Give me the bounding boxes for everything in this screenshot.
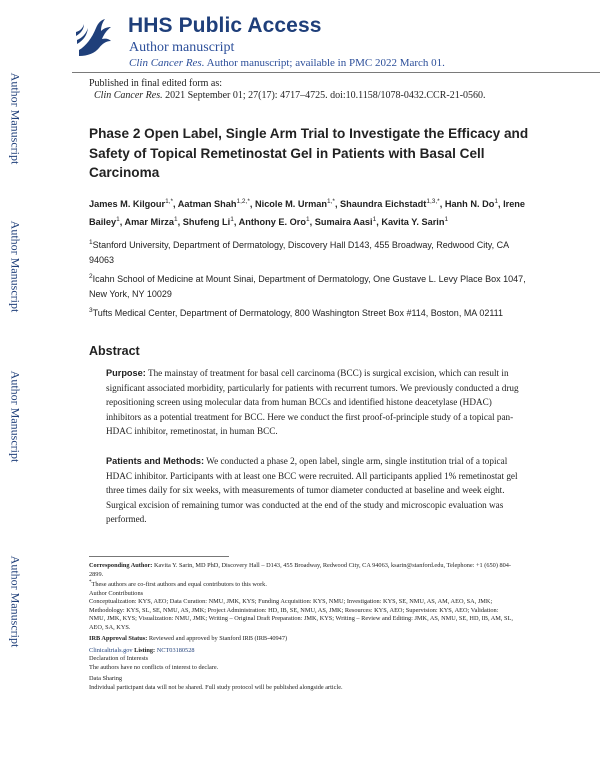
hhs-public-access-title: HHS Public Access — [128, 14, 322, 37]
author: Hanh N. Do$^1$, — [444, 198, 504, 210]
author-list — [89, 194, 529, 230]
hhs-eagle-logo-icon — [74, 16, 114, 60]
affiliation: $^2$Icahn School of Medicine at Mount Sinai, Department of Dermatology, One Gustave L. Levy Place Box 1047, New York, NY 10029 — [89, 273, 526, 299]
co-first-author-note: *These authors are co-first authors and equal contributors to this work. — [89, 580, 267, 589]
abstract-methods: Patients and Methods: We conducted a phase 2, open label, single arm, single institution trial of a topical HDAC inhibitor. Participants with at least one BCC were recruited. All participants applied 1% remetinostat gel three times daily for six weeks, with measurements of tumor diameter conducted at baseline and week eight. Surgical excision of remaining tumor was conducted at the end of the study and microscopic evaluation was performed. — [106, 456, 518, 525]
article-title: Phase 2 Open Label, Single Arm Trial to Investigate the Efficacy and Safety of Topical Remetinostat Gel in Patients with Basal Cell Carcinoma — [89, 126, 529, 180]
side-label-author-manuscript: Author Manuscript — [8, 555, 23, 647]
side-label-author-manuscript: Author Manuscript — [8, 220, 23, 312]
citation-journal: Clin Cancer Res. — [129, 57, 205, 69]
author: Amar Mirza$^1$, — [124, 216, 183, 228]
author: Anthony E. Oro$^1$, — [238, 216, 315, 228]
author: Irene Bailey$^1$, — [89, 199, 526, 228]
affiliation: $^3$Tufts Medical Center, Department of Dermatology, 800 Washington Street Box #114, Boston, MA 02111 — [89, 307, 504, 318]
publication-details: 2021 September 01; 27(17): 4717–4725. doi:10.1158/1078-0432.CCR-21-0560. — [165, 90, 486, 101]
contributions-text: Conceptualization: KYS, AEO; Data Curation: NMU, JMK, KYS; Funding Acquisition: KYS, NMU; Investigation: KYS, SE, NMU, AS, AM, AEO, SA, JMK; Methodology: KYS, SL, SE, NMU, AS, JMK; Project Administration: HD, IB, SE, NMU, AS, JMK; Resources: KYS, AEO; Supervision: KYS, AEO; Validation: NMU, JMK, KYS; Visualization: NMU, JMK; Writing – Original Draft Preparation: JMK, KYS; Writing – Review and Editing: JMK, AS, NMU, SE, HD, IB, AM, SL, AEO, SA, KYS. — [89, 598, 513, 631]
side-label-author-manuscript: Author Manuscript — [8, 370, 23, 462]
interests-text: The authors have no conflicts of interest to declare. — [89, 663, 219, 671]
purpose-label: Purpose: — [106, 368, 146, 378]
publication-journal: Clin Cancer Res. — [94, 90, 163, 101]
data-sharing-heading: Data Sharing — [89, 675, 123, 683]
publication-citation — [94, 89, 486, 103]
author: Sumaira Aasi$^1$, — [314, 216, 382, 228]
side-label-author-manuscript: Author Manuscript — [8, 72, 23, 164]
footnotes — [89, 562, 514, 692]
abstract-heading: Abstract — [89, 344, 140, 358]
data-sharing-text: Individual participant data will not be shared. Full study protocol will be published alongside article. — [89, 683, 343, 691]
trial-listing: Clinicaltrials.gov Listing: NCT03180528 — [89, 646, 195, 654]
manuscript-citation — [129, 56, 445, 70]
author: James M. Kilgour$^{1,*}$, — [89, 198, 178, 210]
trial-id-link[interactable]: NCT03180528 — [156, 646, 195, 654]
affiliation: $^1$Stanford University, Department of Dermatology, Discovery Hall D143, 455 Broadway, Redwood City, CA 94063 — [89, 239, 509, 265]
irb-note: IRB Approval Status: Reviewed and approved by Stanford IRB (IRB-40947) — [89, 635, 288, 643]
footnote-divider — [89, 556, 229, 557]
clinicaltrials-link[interactable]: Clinicaltrials.gov — [89, 646, 133, 654]
header-divider — [72, 72, 600, 73]
author: Nicole M. Urman$^{1,*}$, — [255, 198, 341, 210]
author-manuscript-label: Author manuscript — [129, 40, 235, 55]
corresponding-author-note: Corresponding Author: Kavita Y. Sarin, MD PhD, Discovery Hall – D143, 455 Broadway, Redwood City, CA 94063, ksarin@stanford.edu, Telephone: +1 (650) 804-2899. — [89, 562, 512, 578]
abstract-purpose: Purpose: The mainstay of treatment for basal cell carcinoma (BCC) is surgical excision, which can result in significant associated morbidity, particularly for patients with recurrent tumors. We previously conducted a drug repositioning screen using molecular data from human BCCs and identified histone deacetylase (HDAC) inhibitors as a potential treatment for BCC. Here we conduct the first proof-of-principle study of a topical pan-HDAC inhibitor, remetinostat, in human BCC. — [106, 368, 519, 437]
contributions-heading: Author Contributions — [89, 589, 144, 597]
author: Shaundra Eichstadt$^{1,3,*}$, — [340, 198, 445, 210]
interests-heading: Declaration of Interests — [89, 655, 149, 663]
author: Kavita Y. Sarin$^1$ — [381, 216, 449, 228]
author: Aatman Shah$^{1,2,*}$, — [177, 198, 255, 210]
published-in-label: Published in final edited form as: — [89, 78, 223, 89]
availability-text: Author manuscript; available in PMC 2022 March 01. — [206, 57, 445, 69]
methods-label: Patients and Methods: — [106, 456, 205, 466]
author: Shufeng Li$^1$, — [182, 216, 239, 228]
